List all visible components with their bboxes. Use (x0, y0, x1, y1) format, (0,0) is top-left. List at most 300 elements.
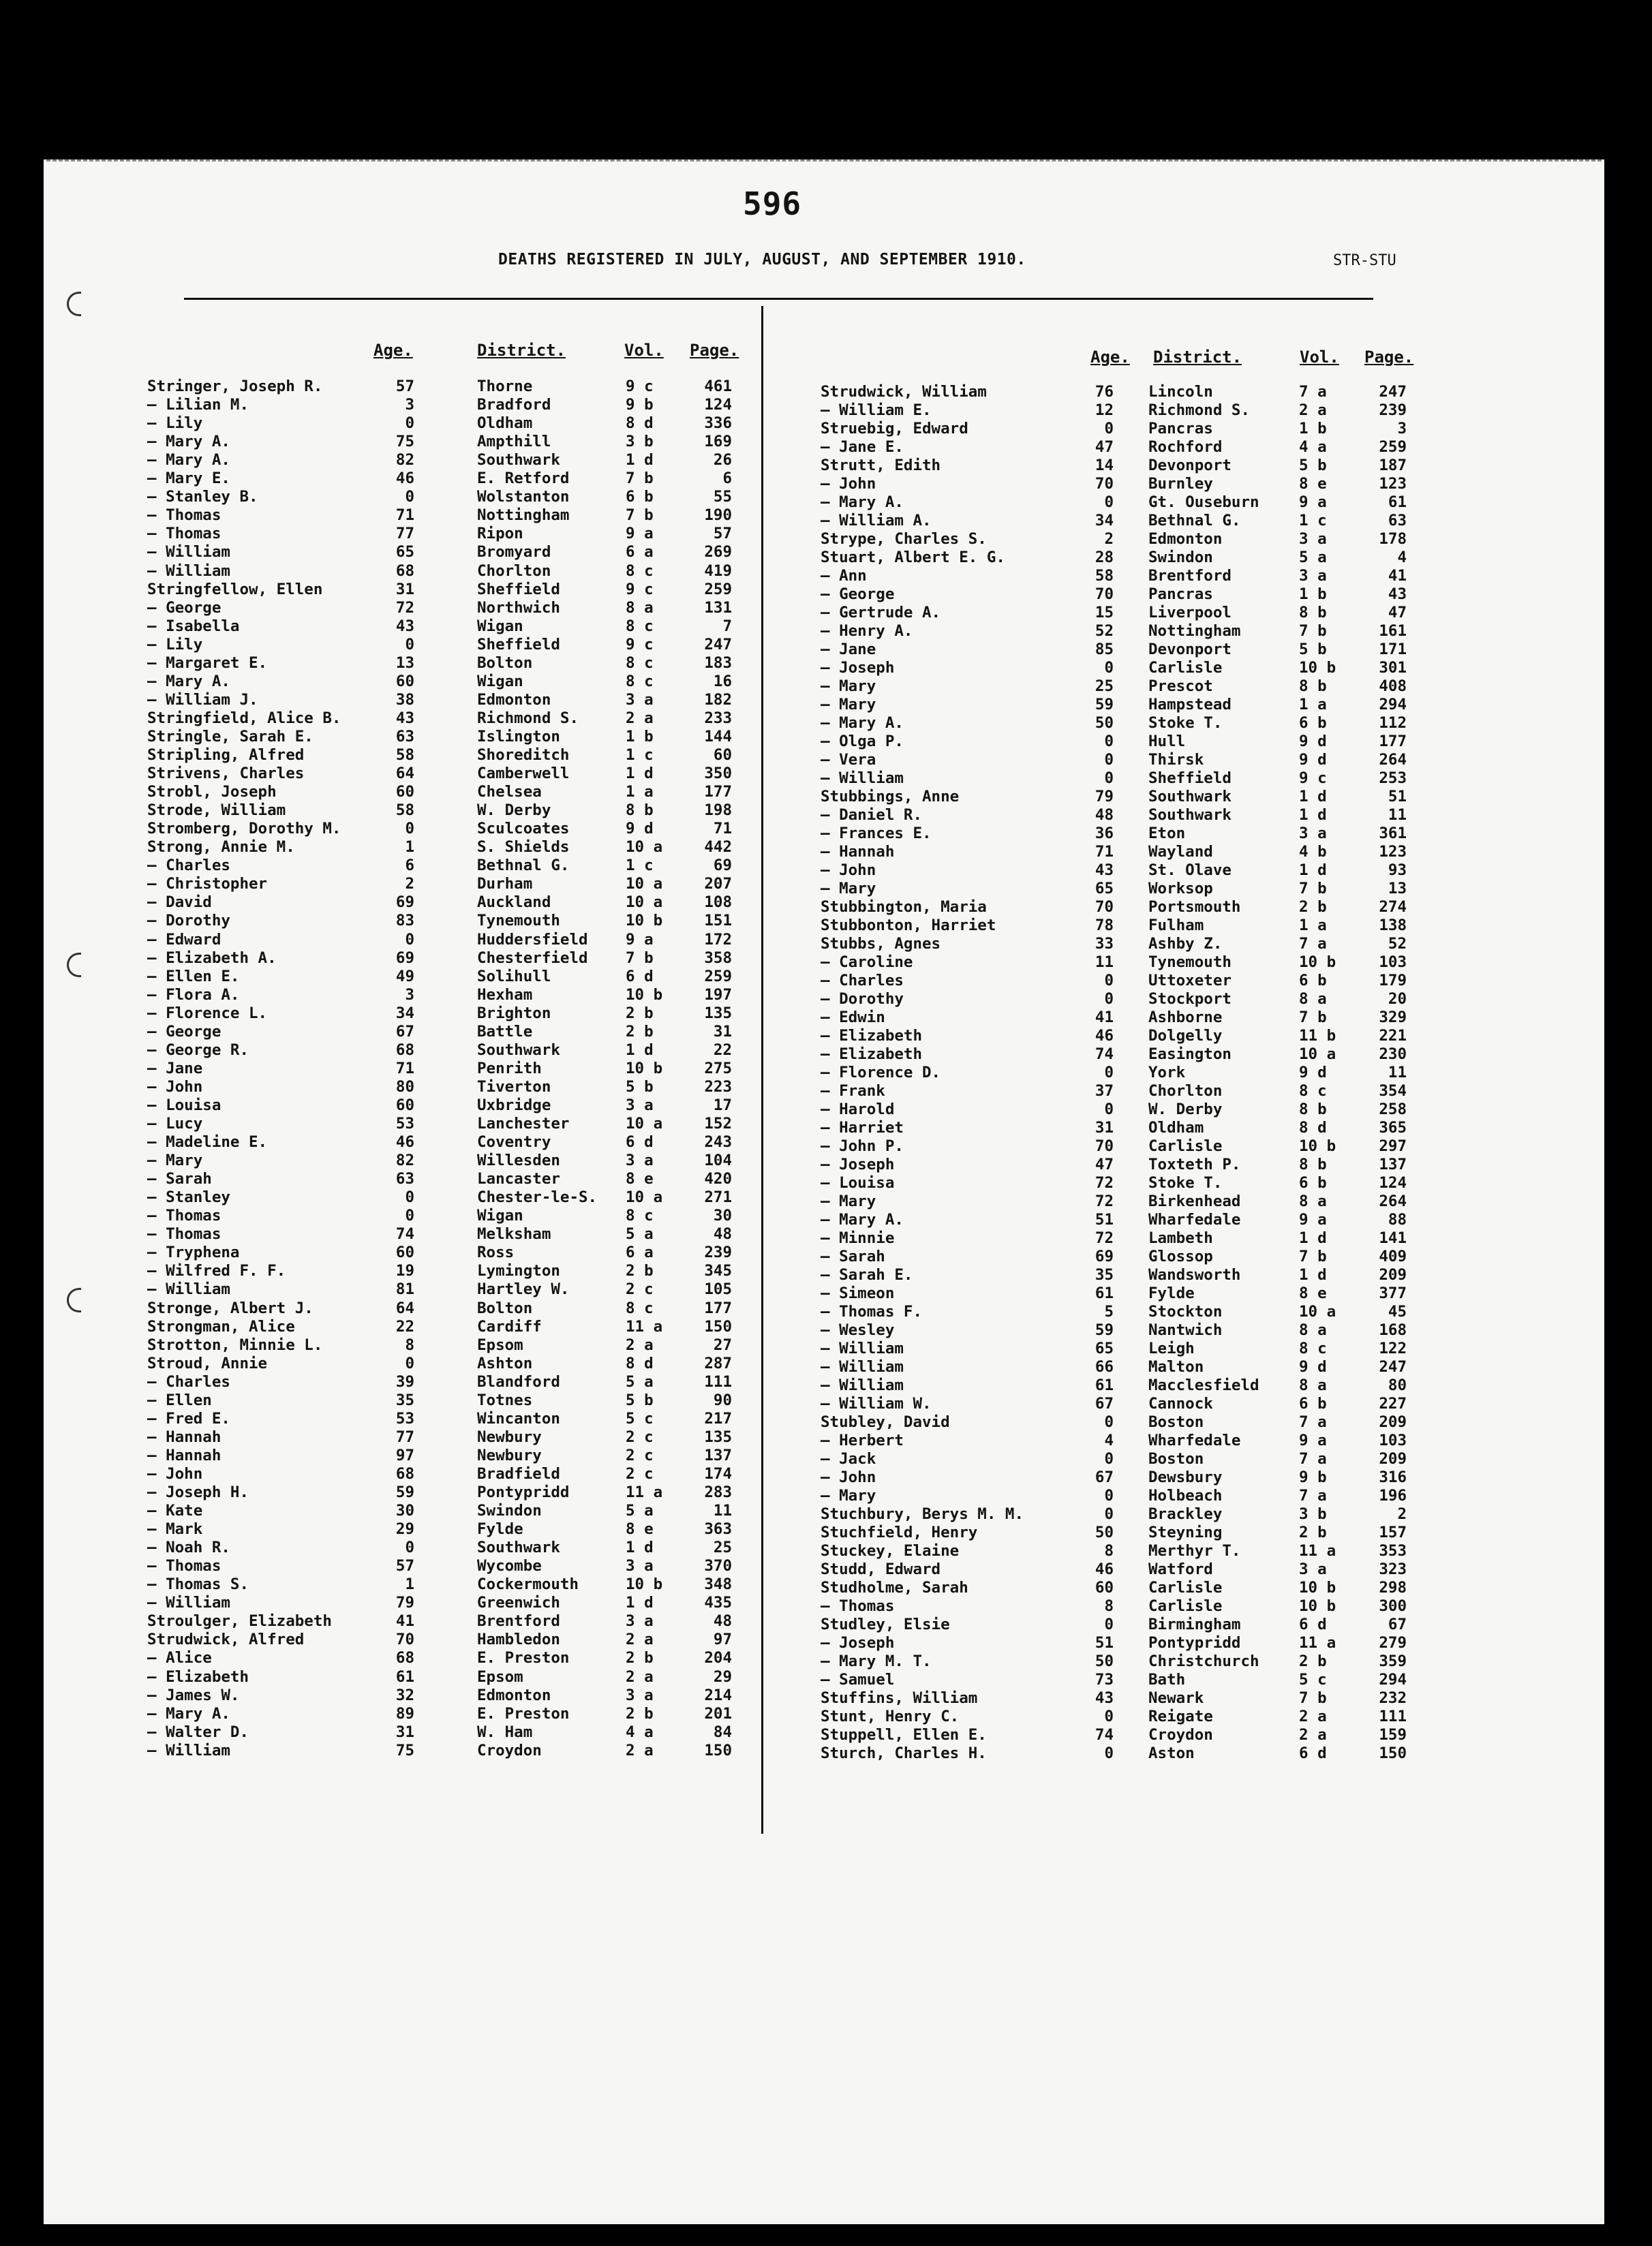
entry-page: 172 (704, 930, 732, 949)
entry-age: 68 (395, 1041, 414, 1059)
entry-name: — Thomas (147, 506, 221, 525)
entry-vol: 7 a (1299, 383, 1327, 401)
entry-age: 30 (395, 1502, 414, 1520)
entry-vol: 9 d (1299, 751, 1327, 769)
vol-header: Vol. (1300, 348, 1339, 367)
entry-name: — George (821, 585, 895, 603)
entry-name: — Henry A. (821, 622, 913, 640)
entry-page: 354 (1379, 1082, 1407, 1100)
entry-page: 27 (713, 1336, 732, 1354)
entry-name: — Mary A. (147, 433, 230, 451)
entry-name: Stuchfield, Henry (821, 1524, 978, 1541)
entry-district: Durham (477, 875, 533, 893)
entry-vol: 7 a (1299, 1487, 1327, 1505)
entry-district: Richmond S. (1148, 401, 1251, 419)
register-entry (0, 953, 1652, 972)
entry-page: 137 (1379, 1156, 1407, 1173)
entry-page: 122 (1379, 1340, 1407, 1357)
entry-vol: 4 a (626, 1723, 654, 1741)
entry-page: 48 (713, 1225, 732, 1244)
register-entry (0, 1137, 1652, 1156)
entry-page: 47 (1388, 604, 1407, 621)
entry-vol: 2 a (626, 1336, 654, 1354)
entry-vol: 5 a (626, 1225, 654, 1244)
register-entry (0, 1686, 1652, 1708)
entry-age: 0 (1104, 1505, 1114, 1523)
entry-age: 46 (395, 1133, 414, 1152)
entry-age: 73 (1095, 1671, 1114, 1689)
entry-age: 1 (405, 838, 414, 857)
entry-name: — Thomas (147, 1557, 221, 1575)
entry-page: 294 (1379, 1671, 1407, 1689)
entry-age: 4 (1104, 1432, 1114, 1449)
entry-name: — John (147, 1077, 203, 1096)
entry-page: 51 (1388, 788, 1407, 805)
entry-name: — Thomas (147, 525, 221, 543)
entry-district: Bradford (477, 396, 551, 414)
register-entry (0, 1726, 1652, 1744)
entry-name: — Elizabeth (821, 1027, 923, 1045)
entry-age: 72 (1095, 1193, 1114, 1210)
register-entry (0, 438, 1652, 457)
entry-age: 61 (1095, 1284, 1114, 1302)
entry-age: 59 (1095, 696, 1114, 713)
register-entry (0, 1156, 1652, 1174)
entry-age: 53 (395, 1409, 414, 1428)
entry-vol: 1 d (626, 1041, 654, 1059)
entry-page: 141 (1379, 1229, 1407, 1247)
entry-name: — Elizabeth (147, 1667, 249, 1686)
entry-district: Devonport (1148, 457, 1232, 474)
entry-age: 76 (1095, 383, 1114, 401)
entry-page: 174 (704, 1464, 732, 1483)
entry-page: 197 (704, 985, 732, 1004)
entry-vol: 10 a (626, 875, 663, 893)
entry-vol: 3 a (1299, 530, 1327, 548)
entry-name: — Mary A. (147, 1704, 230, 1723)
entry-vol: 1 d (1299, 788, 1327, 805)
entry-vol: 3 a (626, 690, 654, 709)
entry-age: 50 (1095, 1524, 1114, 1541)
entry-name: — Mary M. T. (821, 1652, 932, 1670)
entry-name: — Vera (821, 751, 876, 769)
entry-age: 70 (1095, 898, 1114, 916)
entry-name: Stuckey, Elaine (821, 1542, 960, 1560)
entry-vol: 2 b (626, 1649, 654, 1667)
register-entry (0, 1741, 1652, 1763)
entry-vol: 9 d (1299, 1358, 1327, 1376)
entry-district: Wharfedale (1148, 1211, 1241, 1229)
entry-name: — Walter D. (147, 1723, 249, 1741)
entry-page: 30 (713, 1207, 732, 1225)
entry-name: Sturch, Charles H. (821, 1744, 987, 1762)
entry-vol: 5 a (626, 1502, 654, 1520)
entry-vol: 2 a (1299, 1708, 1327, 1725)
entry-age: 77 (395, 525, 414, 543)
entry-vol: 8 c (1299, 1340, 1327, 1357)
entry-vol: 5 c (626, 1409, 654, 1428)
register-entry (0, 512, 1652, 530)
entry-page: 297 (1379, 1137, 1407, 1155)
entry-age: 28 (1095, 549, 1114, 566)
register-entry (0, 530, 1652, 549)
entry-page: 461 (704, 378, 732, 395)
entry-district: Uttoxeter (1148, 972, 1232, 989)
register-entry (0, 1193, 1652, 1211)
entry-page: 111 (1379, 1708, 1407, 1725)
entry-vol: 3 a (1299, 825, 1327, 842)
entry-age: 35 (395, 1391, 414, 1409)
entry-vol: 6 d (1299, 1744, 1327, 1762)
entry-vol: 1 a (626, 783, 654, 801)
register-entry (0, 1064, 1652, 1082)
entry-district: Gt. Ouseburn (1148, 493, 1259, 511)
entry-district: Hambledon (477, 1631, 560, 1649)
entry-page: 247 (704, 635, 732, 653)
entry-vol: 7 b (1299, 622, 1327, 640)
entry-page: 25 (713, 1539, 732, 1557)
entry-page: 239 (704, 1244, 732, 1262)
entry-age: 8 (405, 1336, 414, 1354)
entry-name: — Dorothy (821, 990, 904, 1008)
entry-name: — Alice (147, 1649, 212, 1667)
entry-name: — Joseph (821, 1634, 895, 1652)
entry-age: 82 (395, 451, 414, 470)
entry-page: 123 (1379, 475, 1407, 493)
entry-vol: 2 a (626, 709, 654, 727)
entry-age: 43 (1095, 861, 1114, 879)
entry-vol: 4 a (1299, 438, 1327, 456)
entry-page: 264 (1379, 1193, 1407, 1210)
register-entry (0, 696, 1652, 714)
entry-age: 89 (395, 1704, 414, 1723)
surname-range: STR-STU (1333, 252, 1396, 269)
entry-name: — Herbert (821, 1432, 904, 1449)
entry-name: — William (821, 1340, 904, 1357)
entry-age: 0 (1104, 769, 1114, 787)
entry-name: — Ellen E. (147, 967, 240, 985)
entry-age: 60 (395, 783, 414, 801)
entry-vol: 1 b (1299, 585, 1327, 603)
entry-name: Strype, Charles S. (821, 530, 987, 548)
entry-page: 345 (704, 1262, 732, 1280)
entry-age: 77 (395, 1428, 414, 1446)
entry-district: Wandsworth (1148, 1266, 1241, 1284)
entry-age: 48 (1095, 806, 1114, 824)
entry-page: 26 (713, 451, 732, 470)
entry-vol: 8 c (626, 562, 654, 580)
entry-district: Chester-le-S. (477, 1188, 598, 1207)
register-entry (0, 1634, 1652, 1652)
register-entry (0, 733, 1652, 751)
entry-district: Lymington (477, 1262, 560, 1280)
entry-vol: 10 b (1299, 1579, 1336, 1597)
entry-district: Solihull (477, 967, 551, 985)
entry-district: Willesden (477, 1152, 560, 1170)
entry-page: 190 (704, 506, 732, 525)
entry-page: 84 (713, 1723, 732, 1741)
entry-name: — Wilfred F. F. (147, 1262, 286, 1280)
entry-page: 178 (1379, 530, 1407, 548)
entry-age: 0 (405, 414, 414, 433)
entry-page: 323 (1379, 1560, 1407, 1578)
entry-name: — William (147, 1594, 230, 1612)
entry-vol: 7 b (1299, 1009, 1327, 1026)
entry-vol: 2 a (1299, 401, 1327, 419)
entry-district: Macclesfield (1148, 1376, 1259, 1394)
entry-age: 15 (1095, 604, 1114, 621)
entry-age: 53 (395, 1115, 414, 1133)
entry-page: 336 (704, 414, 732, 433)
entry-vol: 8 a (1299, 990, 1327, 1008)
entry-age: 31 (1095, 1119, 1114, 1137)
entry-district: E. Preston (477, 1649, 570, 1667)
entry-district: Newark (1148, 1689, 1204, 1707)
entry-name: — Thomas (821, 1597, 895, 1615)
entry-name: — Mary E. (147, 470, 230, 488)
entry-page: 294 (1379, 696, 1407, 713)
register-entry (0, 475, 1652, 493)
entry-age: 74 (1095, 1726, 1114, 1744)
entry-name: — Jane E. (821, 438, 904, 456)
entry-name: — Charles (147, 1372, 230, 1391)
entry-vol: 9 b (1299, 1468, 1327, 1486)
entry-vol: 1 d (1299, 1229, 1327, 1247)
entry-district: Tynemouth (1148, 953, 1232, 971)
entry-age: 65 (395, 543, 414, 562)
entry-district: Blandford (477, 1372, 560, 1391)
entry-district: Edmonton (477, 690, 551, 709)
entry-district: Edmonton (1148, 530, 1223, 548)
entry-page: 177 (704, 783, 732, 801)
entry-name: Stringfellow, Ellen (147, 580, 323, 598)
entry-name: — Mary A. (147, 672, 230, 690)
entry-name: — Dorothy (147, 912, 230, 930)
entry-page: 151 (704, 912, 732, 930)
entry-age: 70 (1095, 1137, 1114, 1155)
entry-vol: 8 d (626, 414, 654, 433)
entry-district: Steyning (1148, 1524, 1223, 1541)
entry-district: Greenwich (477, 1594, 560, 1612)
entry-vol: 9 c (626, 378, 654, 395)
entry-district: Wigan (477, 672, 523, 690)
entry-vol: 6 b (1299, 1395, 1327, 1413)
entry-vol: 9 d (1299, 733, 1327, 750)
entry-age: 3 (405, 396, 414, 414)
entry-name: Stuffins, William (821, 1689, 978, 1707)
entry-district: Ashborne (1148, 1009, 1223, 1026)
entry-age: 19 (395, 1262, 414, 1280)
vol-header: Vol. (624, 341, 664, 360)
entry-vol: 1 d (626, 765, 654, 783)
entry-page: 274 (1379, 898, 1407, 916)
entry-name: — Jack (821, 1450, 876, 1468)
entry-vol: 1 d (626, 1594, 654, 1612)
entry-name: — William (821, 1358, 904, 1376)
district-header: District. (1153, 348, 1242, 367)
entry-age: 39 (395, 1372, 414, 1391)
entry-name: — Stanley B. (147, 488, 258, 506)
entry-vol: 7 a (1299, 1413, 1327, 1431)
entry-vol: 5 a (1299, 549, 1327, 566)
register-entry (0, 769, 1652, 788)
entry-vol: 10 b (1299, 659, 1336, 677)
register-entry (0, 1266, 1652, 1284)
entry-page: 61 (1388, 493, 1407, 511)
entry-name: — John (821, 1468, 876, 1486)
entry-vol: 9 b (626, 396, 654, 414)
entry-page: 359 (1379, 1652, 1407, 1670)
entry-name: — Charles (821, 972, 904, 989)
entry-vol: 8 a (1299, 1193, 1327, 1210)
entry-vol: 6 a (626, 543, 654, 562)
entry-name: Stripling, Alfred (147, 746, 305, 764)
entry-district: Lincoln (1148, 383, 1213, 401)
entry-vol: 1 b (626, 727, 654, 745)
entry-name: Stubbonton, Harriet (821, 917, 996, 934)
entry-page: 152 (704, 1115, 732, 1133)
entry-vol: 10 b (1299, 953, 1336, 971)
entry-district: Bolton (477, 1299, 533, 1317)
entry-vol: 9 c (626, 635, 654, 653)
entry-name: — Thomas S. (147, 1575, 249, 1594)
entry-district: Southwark (477, 451, 560, 470)
entry-district: Coventry (477, 1133, 551, 1152)
entry-name: — Sarah (147, 1170, 212, 1188)
entry-district: Rochford (1148, 438, 1223, 456)
entry-page: 171 (1379, 641, 1407, 658)
entry-name: — Frank (821, 1082, 885, 1100)
register-entry (0, 1284, 1652, 1303)
entry-name: Stringer, Joseph R. (147, 378, 323, 395)
entry-district: Northwich (477, 598, 560, 617)
page-header: Page. (1364, 348, 1414, 367)
register-entry (0, 1303, 1652, 1321)
entry-age: 0 (405, 930, 414, 949)
register-entry (0, 751, 1652, 769)
entry-district: Easington (1148, 1045, 1232, 1063)
entry-page: 108 (704, 893, 732, 912)
entry-age: 34 (1095, 512, 1114, 529)
entry-district: Swindon (1148, 549, 1213, 566)
entry-name: — Edward (147, 930, 221, 949)
entry-name: — David (147, 893, 212, 912)
entry-name: — George (147, 1022, 221, 1041)
register-entry (0, 1211, 1652, 1229)
entry-age: 61 (1095, 1376, 1114, 1394)
entry-district: Richmond S. (477, 709, 579, 727)
entry-vol: 10 b (626, 1059, 663, 1077)
entry-district: Ashby Z. (1148, 935, 1223, 953)
entry-page: 259 (704, 967, 732, 985)
entry-name: — William (147, 562, 230, 580)
entry-name: Stringfield, Alice B. (147, 709, 341, 727)
entry-district: Stockport (1148, 990, 1232, 1008)
entry-district: Oldham (477, 414, 533, 433)
entry-vol: 11 a (626, 1317, 663, 1336)
entry-vol: 9 c (1299, 769, 1327, 787)
register-entry (0, 457, 1652, 475)
entry-vol: 3 a (626, 1096, 654, 1114)
entry-page: 187 (1379, 457, 1407, 474)
register-entry (0, 898, 1652, 917)
entry-page: 201 (704, 1704, 732, 1723)
register-entry (0, 1101, 1652, 1119)
entry-page: 230 (1379, 1045, 1407, 1063)
entry-page: 168 (1379, 1321, 1407, 1339)
entry-vol: 7 b (626, 949, 654, 967)
entry-page: 150 (1379, 1744, 1407, 1762)
entry-vol: 8 d (626, 1354, 654, 1372)
entry-vol: 9 a (1299, 1211, 1327, 1229)
entry-district: W. Ham (477, 1723, 533, 1741)
entry-age: 63 (395, 727, 414, 745)
entry-page: 103 (1379, 953, 1407, 971)
entry-district: Bethnal G. (1148, 512, 1241, 529)
register-entry (0, 1468, 1652, 1487)
entry-vol: 4 b (1299, 843, 1327, 861)
entry-district: Epsom (477, 1336, 523, 1354)
entry-vol: 8 d (1299, 1119, 1327, 1137)
register-entry (0, 1432, 1652, 1450)
entry-vol: 11 a (1299, 1634, 1336, 1652)
entry-page: 420 (704, 1170, 732, 1188)
entry-page: 264 (1379, 751, 1407, 769)
entry-page: 275 (704, 1059, 732, 1077)
register-entry (0, 1395, 1652, 1413)
entry-district: Hampstead (1148, 696, 1232, 713)
entry-age: 41 (1095, 1009, 1114, 1026)
entry-vol: 6 b (1299, 1174, 1327, 1192)
entry-age: 43 (395, 709, 414, 727)
entry-vol: 8 c (626, 1207, 654, 1225)
entry-name: Stubbs, Agnes (821, 935, 941, 953)
register-entry (0, 1082, 1652, 1101)
entry-age: 64 (395, 1299, 414, 1317)
entry-age: 64 (395, 765, 414, 783)
register-entry (0, 1009, 1652, 1027)
entry-district: Fulham (1148, 917, 1204, 934)
entry-page: 111 (704, 1372, 732, 1391)
entry-vol: 6 b (1299, 714, 1327, 732)
entry-district: Wharfedale (1148, 1432, 1241, 1449)
entry-age: 6 (405, 857, 414, 875)
entry-page: 3 (1397, 420, 1407, 437)
entry-district: Holbeach (1148, 1487, 1223, 1505)
entry-age: 0 (405, 488, 414, 506)
entry-vol: 8 b (1299, 677, 1327, 695)
entry-vol: 7 a (1299, 935, 1327, 953)
entry-page: 11 (1388, 1064, 1407, 1081)
entry-vol: 8 e (1299, 475, 1327, 493)
entry-page: 177 (704, 1299, 732, 1317)
entry-page: 90 (713, 1391, 732, 1409)
entry-page: 301 (1379, 659, 1407, 677)
entry-name: — William (147, 1280, 230, 1299)
entry-age: 78 (1095, 917, 1114, 934)
entry-vol: 8 c (1299, 1082, 1327, 1100)
entry-name: — Olga P. (821, 733, 904, 750)
entry-district: Southwark (477, 1041, 560, 1059)
entry-district: Wolstanton (477, 488, 570, 506)
entry-district: S. Shields (477, 838, 570, 857)
entry-page: 348 (704, 1575, 732, 1594)
entry-name: — Mary (147, 1152, 203, 1170)
entry-vol: 8 b (1299, 604, 1327, 621)
register-entry (0, 1542, 1652, 1560)
entry-name: — Mary A. (147, 451, 230, 470)
register-entry (0, 1524, 1652, 1542)
